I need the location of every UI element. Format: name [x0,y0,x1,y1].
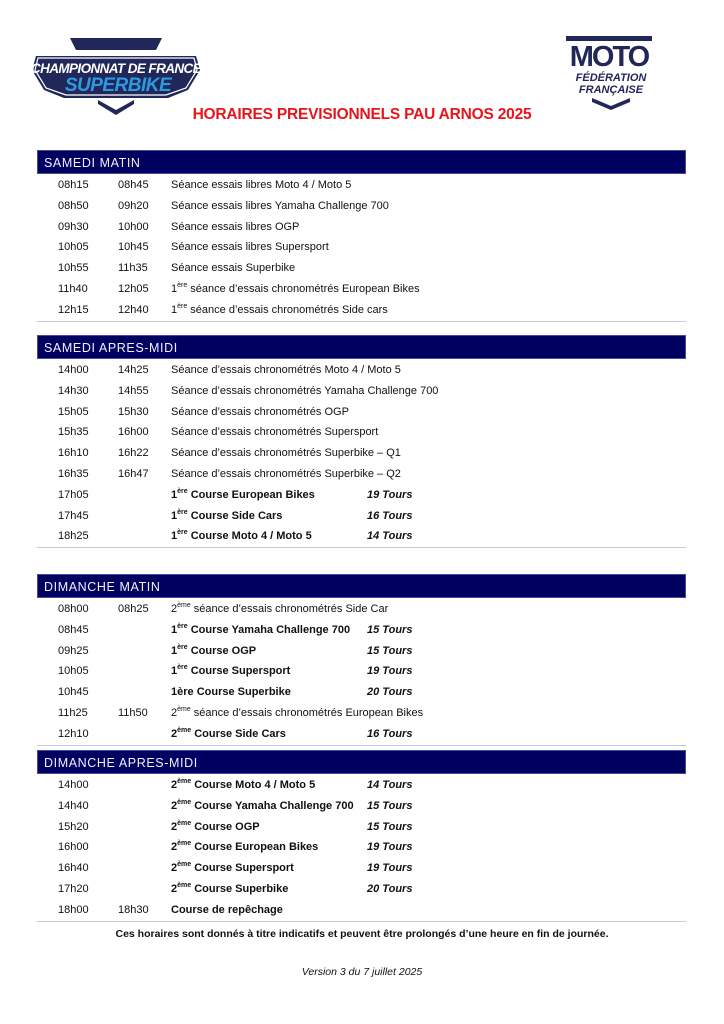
laps-count: 19 Tours [367,841,413,854]
session-label [171,217,299,238]
session-name: Course European Bikes [191,841,319,854]
ordinal-number: 1 [171,623,178,636]
schedule-row [37,237,686,258]
schedule-row [37,217,686,238]
laps-count: 19 Tours [367,488,413,501]
start-time: 11h25 [58,706,88,719]
ordinal-suffix: ème [177,840,192,848]
session-label [171,837,318,858]
session-label [171,641,256,662]
ordinal-suffix: ère [177,643,188,651]
schedule-row [37,464,686,485]
end-time: 12h05 [118,282,149,295]
session-name: Course de repêchage [171,903,283,916]
ordinal-number: 2 [171,706,178,719]
end-time: 11h50 [118,706,148,719]
session-name: Course OGP [187,644,257,657]
disclaimer-note: Ces horaires sont donnés à titre indicatifs et peuvent être prolongés d’une heure en fin de journée. [115,928,609,940]
end-time: 09h20 [118,199,149,212]
laps-count: 16 Tours [367,727,413,740]
start-time: 16h40 [58,862,89,875]
start-time: 16h10 [58,447,89,460]
session-name: Course Yamaha Challenge 700 [191,799,354,812]
ordinal-suffix: ère [177,281,188,289]
session-label [171,279,420,300]
logo-left-line1: CHAMPIONNAT DE FRANCE [30,61,202,76]
end-time: 11h35 [118,262,148,275]
end-time: 08h25 [118,603,149,615]
end-time: 12h40 [118,303,149,316]
session-label [171,796,354,817]
start-time: 11h40 [58,282,88,295]
laps-count: 14 Tours [367,779,413,791]
ordinal-suffix: ère [177,664,188,672]
session-label [171,237,329,258]
start-time: 15h35 [58,426,89,439]
schedule-row [37,682,686,703]
session-name: Course European Bikes [187,488,315,501]
section-body [37,774,686,922]
schedule-row [37,703,686,724]
start-time: 14h00 [58,779,89,791]
laps-count: 19 Tours [367,862,413,875]
start-time: 15h20 [58,820,89,833]
schedule-row [37,641,686,662]
schedule-row [37,620,686,641]
session-label [171,175,351,196]
ordinal-suffix: ère [177,302,188,310]
start-time: 08h15 [58,179,89,191]
session-label [171,900,283,921]
laps-count: 19 Tours [367,665,413,678]
page-title: HORAIRES PREVISIONNELS PAU ARNOS 2025 [192,106,532,123]
schedule-row [37,300,686,321]
session-name: séance d’essais chronométrés European Bikes [190,706,424,719]
laps-count: 20 Tours [367,686,413,699]
schedule-section [37,150,686,322]
schedule-row [37,279,686,300]
laps-count: 20 Tours [367,882,413,895]
end-time: 08h45 [118,179,149,191]
version-text: Version 3 du 7 juillet 2025 [301,966,423,978]
ordinal-number: 1 [171,509,178,522]
schedule-row [37,599,686,620]
schedule-row [37,175,686,196]
section-header: SAMEDI MATIN [37,150,686,174]
session-name: Séance d’essais chronométrés Superbike – Q2 [171,467,401,480]
session-label [171,879,288,900]
end-time: 18h30 [118,903,149,916]
ordinal-suffix: ère [177,487,188,495]
session-label [171,858,294,879]
session-name: Course Yamaha Challenge 700 [187,623,351,636]
ordinal-suffix: ème [177,726,192,734]
start-time: 12h15 [58,303,89,316]
ordinal-number: 2 [171,882,178,895]
start-time: 15h05 [58,405,89,418]
session-name: 1ère Course Superbike [171,686,291,699]
section-header: DIMANCHE MATIN [37,574,686,598]
session-name: Séance essais libres Yamaha Challenge 700 [171,199,389,212]
session-name: Course Supersport [187,665,291,678]
session-name: Séance essais Superbike [171,262,296,275]
laps-count: 16 Tours [367,509,413,522]
schedule-row [37,506,686,527]
start-time: 17h45 [58,509,89,522]
laps-count: 15 Tours [367,644,413,657]
schedule-row [37,381,686,402]
laps-count: 15 Tours [367,820,413,833]
session-label [171,381,438,402]
schedule-row [37,360,686,381]
ordinal-number: 2 [171,779,178,791]
session-name: séance d’essais chronométrés Side Car [190,603,389,615]
session-label [171,682,291,703]
schedule-row [37,526,686,547]
session-label [171,775,315,796]
ordinal-suffix: ème [177,881,192,889]
schedule-row [37,724,686,745]
session-label [171,724,286,745]
session-label [171,300,388,321]
session-name: Course Side Cars [187,509,283,522]
session-name: Course Moto 4 / Moto 5 [191,779,316,791]
session-label [171,360,401,381]
session-name: Séance essais libres OGP [171,220,300,233]
session-name: Séance d’essais chronométrés Yamaha Challenge 700 [171,384,439,397]
session-label [171,599,388,620]
session-label [171,506,282,527]
session-name: Course OGP [191,820,260,833]
schedule-row [37,402,686,423]
start-time: 08h00 [58,603,89,615]
schedule-section [37,335,686,548]
end-time: 10h45 [118,241,149,254]
start-time: 09h30 [58,220,89,233]
championnat-superbike-logo [28,36,204,116]
schedule-row [37,196,686,217]
start-time: 17h05 [58,488,89,501]
ordinal-suffix: ère [177,622,188,630]
ordinal-number: 1 [171,665,178,678]
start-time: 10h55 [58,262,89,275]
start-time: 14h40 [58,799,89,812]
session-name: Séance essais libres Supersport [171,241,329,254]
schedule-row [37,485,686,506]
schedule-row [37,858,686,879]
session-label [171,817,260,838]
ordinal-number: 2 [171,820,178,833]
session-label [171,443,401,464]
ordinal-number: 2 [171,862,178,875]
session-name: séance d’essais chronométrés Side cars [187,303,388,316]
schedule-section [37,574,686,746]
session-label [171,196,389,217]
session-name: Séance essais libres Moto 4 / Moto 5 [171,179,352,191]
ordinal-suffix: ème [177,778,192,785]
session-label [171,485,315,506]
end-time: 14h55 [118,384,149,397]
end-time: 15h30 [118,405,149,418]
session-name: Séance d’essais chronométrés Moto 4 / Moto 5 [171,364,401,376]
start-time: 18h25 [58,530,89,543]
start-time: 17h20 [58,882,89,895]
schedule-row [37,817,686,838]
schedule-row [37,775,686,796]
ordinal-suffix: ème [177,798,192,806]
end-time: 16h47 [118,467,149,480]
session-label [171,620,350,641]
start-time: 09h25 [58,644,89,657]
laps-count: 14 Tours [367,530,413,543]
session-name: Course Side Cars [191,727,286,740]
logo-right-line1: MOTO [569,41,649,73]
ordinal-number: 2 [171,603,178,615]
session-label [171,422,378,443]
session-label [171,402,349,423]
section-body [37,359,686,548]
end-time: 16h00 [118,426,149,439]
schedule-row [37,796,686,817]
end-time: 16h22 [118,447,149,460]
session-name: Séance d’essais chronométrés Supersport [171,426,379,439]
start-time: 10h05 [58,241,89,254]
session-name: Séance d’essais chronométrés Superbike – Q1 [171,447,401,460]
section-body [37,598,686,746]
section-header: DIMANCHE APRES-MIDI [37,750,686,774]
session-label [171,526,312,547]
ordinal-number: 1 [171,530,178,543]
ordinal-suffix: ème [177,705,191,713]
ordinal-number: 2 [171,841,178,854]
section-header: SAMEDI APRES-MIDI [37,335,686,359]
schedule-row [37,443,686,464]
section-body [37,174,686,322]
start-time: 12h10 [58,727,89,740]
laps-count: 15 Tours [367,799,413,812]
start-time: 18h00 [58,903,89,916]
logo-right-line2: FÉDÉRATION [575,72,647,84]
ffm-logo [556,36,666,110]
ordinal-suffix: ème [177,602,191,609]
session-name: séance d’essais chronométrés European Bikes [187,282,420,295]
schedule-row [37,258,686,279]
session-label [171,258,295,279]
session-label [171,464,401,485]
start-time: 08h50 [58,199,89,212]
schedule-section [37,750,686,922]
session-name: Course Supersport [191,862,294,875]
ordinal-suffix: ème [177,819,192,827]
session-name: Course Moto 4 / Moto 5 [187,530,312,543]
session-name: Séance d’essais chronométrés OGP [171,405,349,418]
start-time: 14h00 [58,364,89,376]
ordinal-suffix: ère [177,529,188,537]
schedule-row [37,422,686,443]
ordinal-number: 2 [171,727,178,740]
ordinal-suffix: ère [177,508,188,516]
ordinal-number: 2 [171,799,178,812]
ordinal-suffix: ème [177,861,192,869]
end-time: 10h00 [118,220,149,233]
start-time: 10h05 [58,665,89,678]
start-time: 08h45 [58,623,89,636]
start-time: 16h00 [58,841,89,854]
ordinal-number: 1 [171,488,178,501]
start-time: 14h30 [58,384,89,397]
session-label [171,703,423,724]
session-label [171,661,290,682]
start-time: 16h35 [58,467,89,480]
logo-left-line2: SUPERBIKE [64,75,172,96]
ordinal-number: 1 [171,644,178,657]
session-name: Course Superbike [191,882,289,895]
schedule-row [37,879,686,900]
start-time: 10h45 [58,686,89,699]
laps-count: 15 Tours [367,623,413,636]
logo-right-line3: FRANÇAISE [578,84,644,96]
schedule-row [37,837,686,858]
ordinal-number: 1 [171,282,178,295]
schedule-row [37,900,686,921]
end-time: 14h25 [118,364,149,376]
schedule-row [37,661,686,682]
ordinal-number: 1 [171,303,178,316]
